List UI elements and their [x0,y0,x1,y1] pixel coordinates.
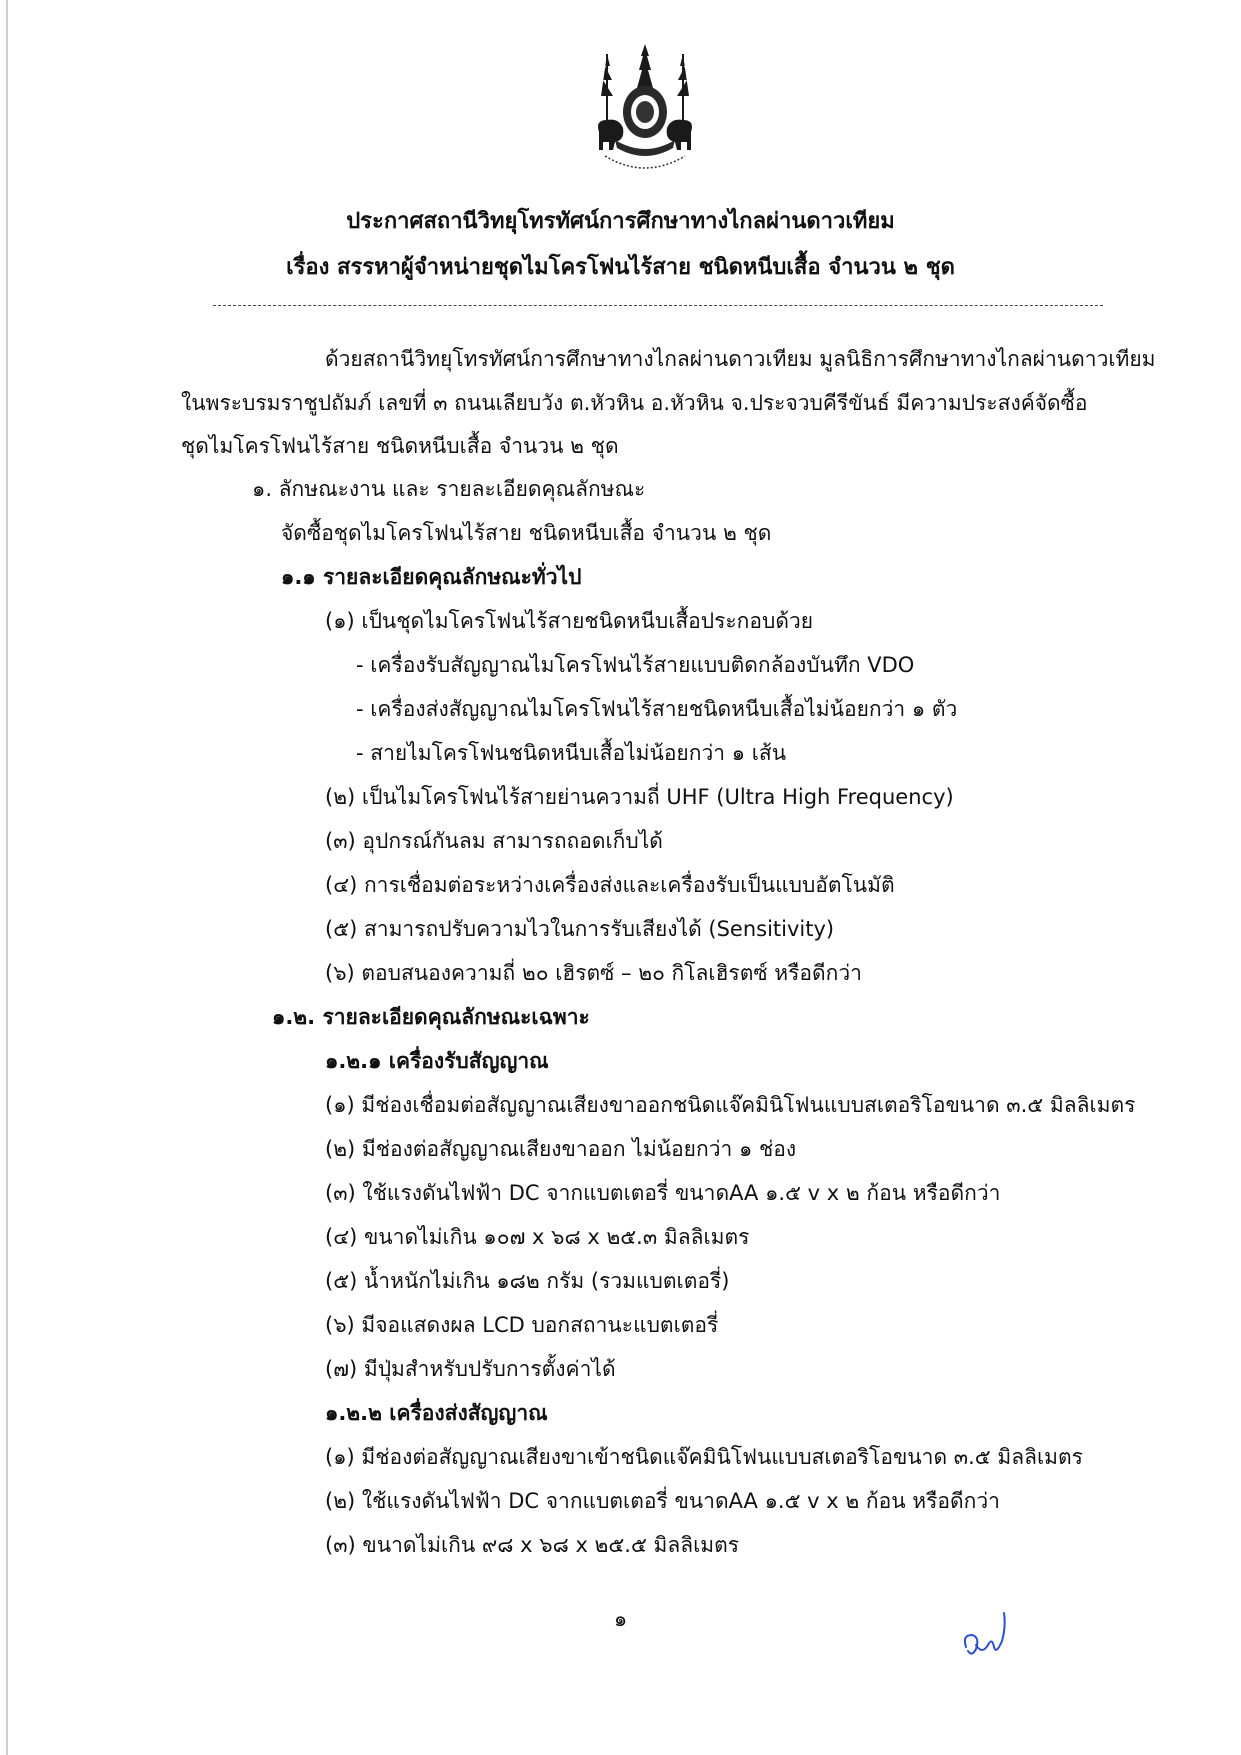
s121-item-6: (๖) มีจอแสดงผล LCD บอกสถานะแบตเตอรี่ [325,1313,719,1337]
s121-item-4: (๔) ขนาดไม่เกิน ๑๐๗ x ๖๘ x ๒๕.๓ มิลลิเมตร [325,1225,750,1249]
announcement-title: ประกาศสถานีวิทยุโทรทัศน์การศึกษาทางไกลผ่านดาวเทียม [346,209,895,234]
section-1-2-heading: ๑.๒. รายละเอียดคุณลักษณะเฉพาะ [272,1005,590,1029]
intro-line-3: ชุดไมโครโฟนไร้สาย ชนิดหนีบเสื้อ จำนวน ๒ ชุด [181,434,619,458]
announcement-subject: เรื่อง สรรหาผู้จำหน่ายชุดไมโครโฟนไร้สาย ชนิดหนีบเสื้อ จำนวน ๒ ชุด [286,255,955,280]
s11-sub-1: - เครื่องรับสัญญาณไมโครโฟนไร้สายแบบติดกล้องบันทึก VDO [356,653,915,677]
s122-item-3: (๓) ขนาดไม่เกิน ๙๘ x ๖๘ x ๒๕.๕ มิลลิเมตร [325,1533,740,1557]
section-1-heading: ๑. ลักษณะงาน และ รายละเอียดคุณลักษณะ [252,477,646,501]
s11-item-6: (๖) ตอบสนองความถี่ ๒๐ เฮิรตซ์ – ๒๐ กิโลเฮิรตซ์ หรือดีกว่า [325,961,862,985]
s11-item-5: (๕) สามารถปรับความไวในการรับเสียงได้ (Sensitivity) [325,917,835,941]
s121-item-7: (๗) มีปุ่มสำหรับปรับการตั้งค่าได้ [325,1357,616,1381]
s11-item-4: (๔) การเชื่อมต่อระหว่างเครื่องส่งและเครื่องรับเป็นแบบอัตโนมัติ [325,873,895,897]
s11-sub-2: - เครื่องส่งสัญญาณไมโครโฟนไร้สายชนิดหนีบเสื้อไม่น้อยกว่า ๑ ตัว [356,697,958,721]
s11-item-1: (๑) เป็นชุดไมโครโฟนไร้สายชนิดหนีบเสื้อประกอบด้วย [325,609,814,633]
section-1-text: จัดซื้อชุดไมโครโฟนไร้สาย ชนิดหนีบเสื้อ จำนวน ๒ ชุด [281,521,772,545]
page-number: ๑ [613,1607,628,1631]
s121-item-5: (๕) น้ำหนักไม่เกิน ๑๘๒ กรัม (รวมแบตเตอรี่) [325,1269,730,1293]
s122-item-1: (๑) มีช่องต่อสัญญาณเสียงขาเข้าชนิดแจ๊คมินิโฟนแบบสเตอริโอขนาด ๓.๕ มิลลิเมตร [325,1445,1083,1469]
section-1-1-heading: ๑.๑ รายละเอียดคุณลักษณะทั่วไป [281,565,582,589]
s11-item-2: (๒) เป็นไมโครโฟนไร้สายย่านความถี่ UHF (Ultra High Frequency) [325,785,954,809]
dashed-divider [213,305,1103,306]
s11-sub-3: - สายไมโครโฟนชนิดหนีบเสื้อไม่น้อยกว่า ๑ เส้น [356,741,787,765]
section-1-2-2-heading: ๑.๒.๒ เครื่องส่งสัญญาณ [325,1401,548,1425]
s121-item-1: (๑) มีช่องเชื่อมต่อสัญญาณเสียงขาออกชนิดแจ๊คมินิโฟนแบบสเตอริโอขนาด ๓.๕ มิลลิเมตร [325,1093,1136,1117]
s11-item-3: (๓) อุปกรณ์กันลม สามารถถอดเก็บได้ [325,829,663,853]
section-1-2-1-heading: ๑.๒.๑ เครื่องรับสัญญาณ [325,1049,549,1073]
royal-emblem-icon [585,40,705,180]
s122-item-2: (๒) ใช้แรงดันไฟฟ้า DC จากแบตเตอรี่ ขนาดAA ๑.๕ v x ๒ ก้อน หรือดีกว่า [325,1489,1000,1513]
s121-item-2: (๒) มีช่องต่อสัญญาณเสียงขาออก ไม่น้อยกว่า ๑ ช่อง [325,1137,797,1161]
s121-item-3: (๓) ใช้แรงดันไฟฟ้า DC จากแบตเตอรี่ ขนาดAA ๑.๕ v x ๒ ก้อน หรือดีกว่า [325,1181,1001,1205]
handwritten-initials-icon [958,1605,1018,1665]
intro-line-2: ในพระบรมราชูปถัมภ์ เลขที่ ๓ ถนนเลียบวัง ต.หัวหิน อ.หัวหิน จ.ประจวบคีรีขันธ์ มีความประสงค์จัดซื้อ [181,391,1088,415]
intro-line-1: ด้วยสถานีวิทยุโทรทัศน์การศึกษาทางไกลผ่านดาวเทียม มูลนิธิการศึกษาทางไกลผ่านดาวเทียม [325,347,1156,371]
